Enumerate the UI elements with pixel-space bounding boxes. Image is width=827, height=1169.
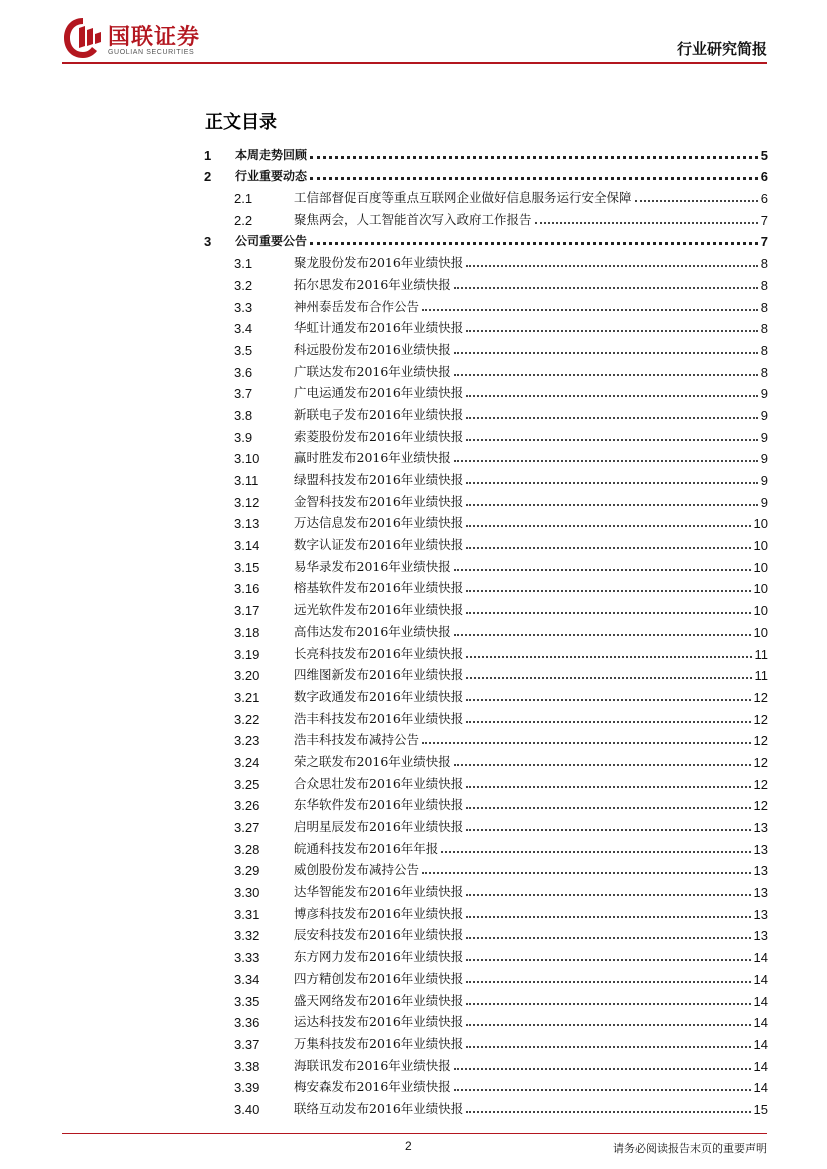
toc-entry-title: 辰安科技发布2016年业绩快报 bbox=[294, 927, 464, 943]
toc-entry-number: 3.37 bbox=[234, 1036, 260, 1052]
toc-dot-leader bbox=[466, 677, 751, 679]
toc-entry[interactable] bbox=[200, 748, 768, 770]
toc-entry-number: 3.33 bbox=[234, 950, 260, 966]
toc-entry-title: 海联讯发布2016年业绩快报 bbox=[294, 1057, 451, 1073]
toc-entry-title: 榕基软件发布2016年业绩快报 bbox=[294, 580, 464, 596]
toc-entry-number: 3.3 bbox=[234, 299, 253, 315]
toc-entry[interactable] bbox=[200, 401, 768, 423]
toc-entry[interactable] bbox=[200, 271, 768, 293]
toc-entry-number: 3.5 bbox=[234, 342, 253, 358]
toc-entry-title: 拓尔思发布2016年业绩快报 bbox=[294, 276, 451, 292]
toc-entry-title: 博彦科技发布2016年业绩快报 bbox=[294, 905, 464, 921]
toc-entry-page: 9 bbox=[760, 451, 768, 467]
toc-dot-leader bbox=[466, 656, 751, 658]
toc-dot-leader bbox=[466, 612, 750, 614]
toc-entry-title: 工信部督促百度等重点互联网企业做好信息服务运行安全保障 bbox=[294, 190, 632, 206]
toc-entry-title: 运达科技发布2016年业绩快报 bbox=[294, 1014, 464, 1030]
toc-entry-number: 3.28 bbox=[234, 841, 260, 857]
toc-entry-title: 科远股份发布2016业绩快报 bbox=[294, 341, 451, 357]
page-number: 2 bbox=[405, 1139, 412, 1153]
toc-entry-page: 14 bbox=[753, 950, 768, 966]
toc-entry-page: 10 bbox=[753, 624, 768, 640]
toc-dot-leader bbox=[454, 374, 758, 376]
toc-entry[interactable] bbox=[200, 596, 768, 618]
logo-text-en: GUOLIAN SECURITIES bbox=[108, 49, 195, 56]
toc-entry-number: 3.32 bbox=[234, 928, 260, 944]
toc-entry[interactable] bbox=[200, 727, 768, 749]
toc-entry[interactable] bbox=[200, 553, 768, 575]
toc-entry[interactable] bbox=[200, 878, 768, 900]
toc-entry[interactable] bbox=[200, 249, 768, 271]
toc-heading: 正文目录 bbox=[205, 112, 277, 133]
toc-dot-leader bbox=[466, 959, 750, 961]
toc-entry-page: 14 bbox=[753, 1080, 768, 1096]
toc-entry-title: 梅安森发布2016年业绩快报 bbox=[294, 1079, 451, 1095]
toc-dot-leader bbox=[466, 590, 750, 592]
toc-entry-number: 3.16 bbox=[234, 581, 260, 597]
toc-entry[interactable] bbox=[200, 640, 768, 662]
toc-entry-page: 13 bbox=[753, 820, 768, 835]
toc-entry-title: 达华智能发布2016年业绩快报 bbox=[294, 884, 464, 900]
toc-entry-title: 启明星辰发布2016年业绩快报 bbox=[294, 819, 464, 834]
toc-dot-leader bbox=[454, 460, 758, 462]
toc-entry-title: 公司重要公告 bbox=[235, 234, 308, 249]
toc-entry-page: 9 bbox=[760, 429, 768, 445]
toc-entry-page: 12 bbox=[753, 689, 768, 705]
toc-entry-number: 3.40 bbox=[234, 1101, 260, 1117]
toc-dot-leader bbox=[466, 981, 750, 983]
toc-dot-leader bbox=[454, 1068, 751, 1070]
toc-entry-title: 聚龙股份发布2016年业绩快报 bbox=[294, 255, 464, 271]
toc-entry-page: 13 bbox=[753, 885, 768, 901]
toc-entry[interactable] bbox=[200, 315, 768, 337]
toc-entry-page: 14 bbox=[753, 1015, 768, 1031]
toc-entry-number: 3.26 bbox=[234, 798, 260, 814]
toc-entry-number: 3.6 bbox=[234, 364, 253, 380]
toc-dot-leader bbox=[466, 525, 750, 527]
toc-entry-page: 12 bbox=[753, 754, 768, 770]
toc-entry-title: 联络互动发布2016年业绩快报 bbox=[294, 1100, 464, 1116]
toc-entry-title: 东华软件发布2016年业绩快报 bbox=[294, 797, 464, 813]
toc-dot-leader bbox=[535, 222, 758, 224]
toc-entry-page: 12 bbox=[753, 776, 768, 792]
toc-entry-title: 浩丰科技发布2016年业绩快报 bbox=[294, 710, 464, 726]
toc-dot-leader bbox=[466, 482, 757, 484]
toc-entry-title: 易华录发布2016年业绩快报 bbox=[294, 558, 451, 574]
toc-entry-title: 广联达发布2016年业绩快报 bbox=[294, 363, 451, 379]
toc-dot-leader bbox=[466, 1111, 750, 1113]
toc-entry-title: 万集科技发布2016年业绩快报 bbox=[294, 1035, 464, 1051]
logo-text-cn: 国联证券 bbox=[108, 25, 201, 50]
toc-entry-number: 3.8 bbox=[234, 407, 253, 423]
toc-entry-page: 11 bbox=[754, 668, 768, 684]
toc-entry[interactable] bbox=[200, 1009, 768, 1031]
toc-dot-leader bbox=[466, 916, 750, 918]
toc-dot-leader bbox=[466, 439, 757, 441]
toc-entry[interactable] bbox=[200, 510, 768, 532]
toc-dot-leader bbox=[454, 569, 751, 571]
footer-divider bbox=[62, 1133, 767, 1134]
toc-entry-title: 高伟达发布2016年业绩快报 bbox=[294, 623, 451, 639]
toc-entry-number: 3.22 bbox=[234, 711, 260, 727]
toc-entry-title: 荣之联发布2016年业绩快报 bbox=[294, 753, 451, 769]
toc-entry-page: 14 bbox=[753, 971, 768, 987]
toc-entry-number: 3.34 bbox=[234, 971, 260, 987]
toc-entry-page: 12 bbox=[753, 711, 768, 727]
toc-dot-leader bbox=[466, 937, 750, 939]
toc-entry-page: 13 bbox=[753, 863, 768, 879]
toc-entry-page: 10 bbox=[753, 516, 768, 532]
toc-entry-number: 3.23 bbox=[234, 733, 260, 749]
toc-entry[interactable] bbox=[200, 466, 768, 488]
toc-entry[interactable] bbox=[200, 531, 768, 553]
header-divider bbox=[62, 62, 767, 64]
toc-entry-title: 本周走势回顾 bbox=[235, 147, 308, 162]
toc-entry[interactable] bbox=[200, 423, 768, 445]
toc-entry-number: 3 bbox=[204, 234, 212, 250]
toc-entry-number: 3.30 bbox=[234, 885, 260, 901]
toc-entry[interactable] bbox=[200, 965, 768, 987]
toc-entry-title: 皖通科技发布2016年年报 bbox=[294, 840, 439, 856]
toc-entry-number: 3.13 bbox=[234, 516, 260, 532]
toc-entry-number: 3.7 bbox=[234, 386, 253, 402]
toc-entry[interactable] bbox=[200, 293, 768, 315]
toc-entry-title: 浩丰科技发布减持公告 bbox=[294, 732, 420, 748]
toc-entry-page: 7 bbox=[760, 212, 768, 228]
toc-entry-title: 合众思壮发布2016年业绩快报 bbox=[294, 775, 464, 791]
toc-entry-number: 3.38 bbox=[234, 1058, 260, 1074]
toc-entry[interactable] bbox=[200, 662, 768, 684]
toc-dot-leader bbox=[454, 352, 758, 354]
toc-entry-page: 15 bbox=[753, 1101, 768, 1117]
toc-entry[interactable] bbox=[200, 336, 768, 358]
toc-entry[interactable] bbox=[200, 813, 768, 835]
toc-entry-number: 2.2 bbox=[234, 212, 253, 228]
toc-entry-number: 3.1 bbox=[234, 256, 253, 272]
toc-entry[interactable] bbox=[200, 770, 768, 792]
toc-entry-title: 新联电子发布2016年业绩快报 bbox=[294, 406, 464, 422]
toc-entry-page: 14 bbox=[753, 993, 768, 1009]
toc-entry-page: 10 bbox=[753, 559, 768, 575]
toc-entry-number: 3.21 bbox=[234, 689, 260, 705]
toc-dot-leader bbox=[635, 200, 758, 202]
toc-entry-number: 3.9 bbox=[234, 429, 253, 445]
toc-entry-number: 1 bbox=[204, 147, 212, 163]
toc-entry-page: 7 bbox=[760, 234, 768, 250]
toc-entry[interactable] bbox=[200, 1074, 768, 1096]
toc-entry-number: 3.2 bbox=[234, 277, 253, 293]
toc-entry-title: 四维图新发布2016年业绩快报 bbox=[294, 667, 464, 683]
table-of-contents bbox=[200, 141, 768, 1117]
toc-dot-leader bbox=[466, 417, 757, 419]
toc-entry[interactable] bbox=[200, 380, 768, 402]
toc-entry[interactable] bbox=[200, 575, 768, 597]
toc-dot-leader bbox=[310, 156, 758, 159]
toc-entry[interactable] bbox=[200, 792, 768, 814]
toc-entry-page: 8 bbox=[760, 321, 768, 337]
toc-entry-number: 3.36 bbox=[234, 1015, 260, 1031]
toc-dot-leader bbox=[454, 634, 751, 636]
toc-entry[interactable] bbox=[200, 835, 768, 857]
toc-entry-title: 行业重要动态 bbox=[235, 169, 308, 184]
toc-dot-leader bbox=[466, 330, 757, 332]
toc-entry-number: 3.12 bbox=[234, 494, 260, 510]
toc-entry[interactable] bbox=[200, 705, 768, 727]
toc-entry[interactable] bbox=[200, 206, 768, 228]
toc-entry-number: 3.27 bbox=[234, 820, 260, 835]
toc-entry-page: 6 bbox=[760, 169, 768, 185]
toc-entry-page: 13 bbox=[753, 906, 768, 922]
toc-entry-number: 3.4 bbox=[234, 321, 253, 337]
toc-entry-number: 3.19 bbox=[234, 646, 260, 662]
toc-entry-title: 远光软件发布2016年业绩快报 bbox=[294, 602, 464, 618]
toc-entry-title: 威创股份发布减持公告 bbox=[294, 862, 420, 878]
toc-entry-title: 万达信息发布2016年业绩快报 bbox=[294, 515, 464, 531]
toc-entry-page: 13 bbox=[753, 841, 768, 857]
toc-entry-number: 3.11 bbox=[234, 473, 259, 488]
toc-entry-number: 3.15 bbox=[234, 559, 260, 575]
toc-entry-page: 14 bbox=[753, 1036, 768, 1052]
toc-entry-page: 14 bbox=[753, 1058, 768, 1074]
toc-dot-leader bbox=[466, 395, 757, 397]
toc-dot-leader bbox=[466, 1024, 750, 1026]
toc-entry-number: 2 bbox=[204, 169, 212, 185]
toc-entry[interactable] bbox=[200, 488, 768, 510]
report-type-title: 行业研究简报 bbox=[676, 40, 767, 58]
toc-entry[interactable] bbox=[200, 184, 768, 206]
toc-entry[interactable] bbox=[200, 900, 768, 922]
toc-dot-leader bbox=[422, 309, 758, 311]
disclaimer-note: 请务必阅读报告末页的重要声明 bbox=[613, 1142, 767, 1155]
toc-entry-title: 广电运通发布2016年业绩快报 bbox=[294, 385, 464, 401]
toc-dot-leader bbox=[422, 872, 751, 874]
toc-entry-page: 10 bbox=[753, 538, 768, 554]
toc-dot-leader bbox=[466, 265, 757, 267]
toc-dot-leader bbox=[466, 807, 750, 809]
toc-entry-number: 3.31 bbox=[234, 906, 260, 922]
toc-entry-number: 3.20 bbox=[234, 668, 260, 684]
toc-entry-title: 四方精创发布2016年业绩快报 bbox=[294, 970, 464, 986]
page-header bbox=[0, 0, 827, 70]
toc-dot-leader bbox=[310, 177, 758, 180]
toc-entry-number: 3.17 bbox=[234, 603, 260, 619]
toc-dot-leader bbox=[441, 851, 750, 853]
toc-entry-title: 金智科技发布2016年业绩快报 bbox=[294, 493, 464, 509]
toc-entry-title: 数字政通发布2016年业绩快报 bbox=[294, 688, 464, 704]
toc-entry[interactable] bbox=[200, 1052, 768, 1074]
toc-entry-page: 13 bbox=[753, 928, 768, 944]
toc-dot-leader bbox=[466, 1046, 750, 1048]
toc-entry[interactable] bbox=[200, 1095, 768, 1117]
toc-entry[interactable] bbox=[200, 358, 768, 380]
toc-dot-leader bbox=[454, 287, 758, 289]
toc-entry-number: 3.18 bbox=[234, 624, 260, 640]
toc-entry-number: 3.14 bbox=[234, 538, 260, 554]
toc-entry[interactable] bbox=[200, 228, 768, 250]
toc-entry-page: 9 bbox=[760, 386, 768, 402]
toc-entry-title: 赢时胜发布2016年业绩快报 bbox=[294, 450, 451, 466]
toc-entry-title: 绿盟科技发布2016年业绩快报 bbox=[294, 472, 464, 487]
toc-entry[interactable] bbox=[200, 987, 768, 1009]
toc-entry-number: 3.39 bbox=[234, 1080, 260, 1096]
toc-entry-title: 聚焦两会，人工智能首次写入政府工作报告 bbox=[294, 211, 532, 227]
toc-entry[interactable] bbox=[200, 618, 768, 640]
toc-entry-number: 3.25 bbox=[234, 776, 260, 792]
toc-dot-leader bbox=[466, 699, 750, 701]
toc-dot-leader bbox=[310, 242, 758, 245]
toc-entry-page: 12 bbox=[753, 798, 768, 814]
toc-entry-page: 10 bbox=[753, 603, 768, 619]
toc-entry-number: 3.24 bbox=[234, 754, 260, 770]
toc-entry-page: 8 bbox=[760, 277, 768, 293]
toc-entry-title: 神州泰岳发布合作公告 bbox=[294, 298, 420, 314]
toc-entry[interactable] bbox=[200, 857, 768, 879]
toc-entry-title: 盛天网络发布2016年业绩快报 bbox=[294, 992, 464, 1008]
guolian-logo-icon bbox=[62, 16, 104, 60]
toc-dot-leader bbox=[422, 742, 751, 744]
toc-entry-title: 东方网力发布2016年业绩快报 bbox=[294, 949, 464, 965]
toc-dot-leader bbox=[466, 547, 750, 549]
toc-entry-page: 12 bbox=[753, 733, 768, 749]
toc-entry-title: 长亮科技发布2016年业绩快报 bbox=[294, 645, 464, 661]
toc-entry[interactable] bbox=[200, 1030, 768, 1052]
toc-entry-number: 2.1 bbox=[234, 191, 253, 207]
toc-entry-page: 9 bbox=[760, 494, 768, 510]
toc-dot-leader bbox=[466, 504, 757, 506]
toc-entry-title: 索菱股份发布2016年业绩快报 bbox=[294, 428, 464, 444]
toc-dot-leader bbox=[466, 786, 750, 788]
toc-entry[interactable] bbox=[200, 163, 768, 185]
toc-entry-page: 9 bbox=[760, 407, 768, 423]
toc-entry-title: 华虹计通发布2016年业绩快报 bbox=[294, 320, 464, 336]
toc-entry-page: 9 bbox=[760, 473, 768, 488]
toc-entry[interactable] bbox=[200, 141, 768, 163]
toc-entry-page: 8 bbox=[760, 256, 768, 272]
toc-entry-page: 8 bbox=[760, 364, 768, 380]
toc-entry[interactable] bbox=[200, 445, 768, 467]
toc-dot-leader bbox=[466, 1003, 750, 1005]
toc-entry-page: 8 bbox=[760, 299, 768, 315]
toc-dot-leader bbox=[466, 829, 750, 831]
toc-entry-page: 5 bbox=[760, 147, 768, 163]
toc-entry[interactable] bbox=[200, 683, 768, 705]
toc-entry-number: 3.10 bbox=[234, 451, 260, 467]
toc-dot-leader bbox=[466, 721, 750, 723]
toc-dot-leader bbox=[454, 1089, 751, 1091]
toc-entry-number: 3.35 bbox=[234, 993, 260, 1009]
toc-entry-number: 3.29 bbox=[234, 863, 260, 879]
toc-entry[interactable] bbox=[200, 922, 768, 944]
toc-dot-leader bbox=[454, 764, 751, 766]
toc-entry-title: 数字认证发布2016年业绩快报 bbox=[294, 537, 464, 553]
toc-entry[interactable] bbox=[200, 943, 768, 965]
toc-entry-page: 10 bbox=[753, 581, 768, 597]
toc-entry-page: 6 bbox=[760, 191, 768, 207]
toc-entry-page: 11 bbox=[754, 646, 768, 662]
toc-entry-page: 8 bbox=[760, 342, 768, 358]
toc-dot-leader bbox=[466, 894, 750, 896]
